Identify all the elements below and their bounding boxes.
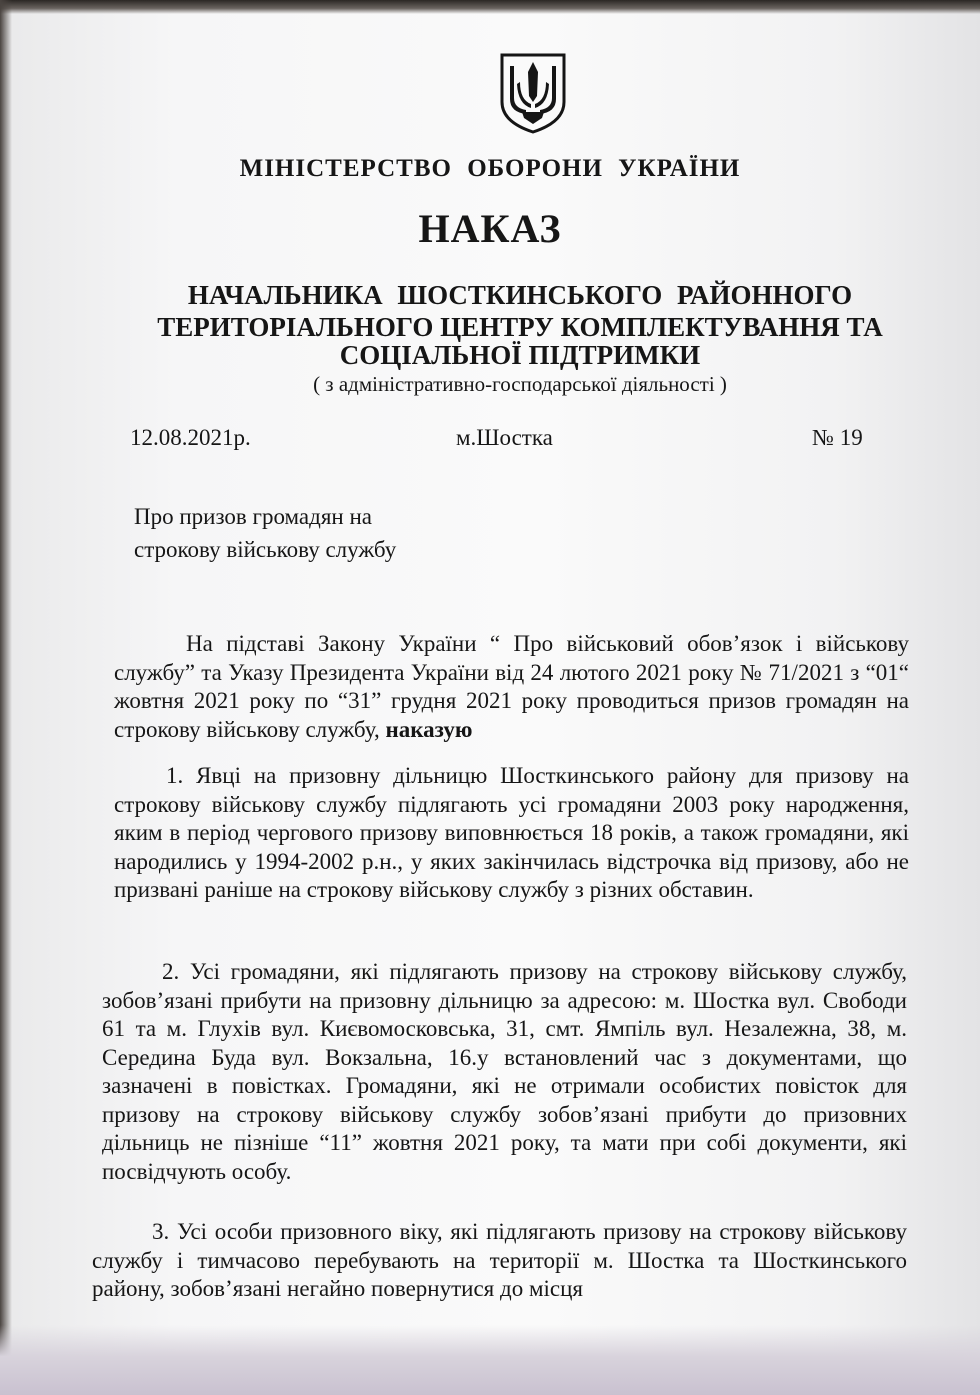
preamble-text: На підставі Закону України “ Про військовий обов’язок і військову службу” та Указу Президента України від 24 лютого 2021 року № 71/2021 з “01“ жовтня 2021 року по “31” грудня 2021 року проводиться призов громадян на строкову військову службу, bbox=[114, 631, 909, 742]
preamble-decree-word: наказую bbox=[385, 716, 473, 742]
issuer-line-2: ТЕРИТОРІАЛЬНОГО ЦЕНТРУ КОМПЛЕКТУВАННЯ ТА bbox=[157, 312, 883, 342]
order-paragraph-2: 2. Усі громадяни, які підлягають призову на строкову військову службу, зобов’язані прибути на призовну дільницю за адресою: м. Шостка вул. Свободи 61 та м. Глухів вул. Києвомосковська, 31, смт. Ямпіль вул. Незалежна, 38, м. Середина Буда вул. Вокзальна, 16.у встановлений час з документами, що зазначені в повістках. Громадяни, які не отримали особистих повісток для призову на строкову військову службу зобов’язані прибути до призовних дільниць не пізніше “11” жовтня 2021 року, та мати при собі документи, які посвідчують особу. bbox=[102, 959, 907, 1184]
ministry-name: МІНІСТЕРСТВО ОБОРОНИ УКРАЇНИ bbox=[239, 155, 741, 182]
subject-line-1: Про призов громадян на bbox=[134, 504, 372, 529]
order-date: 12.08.2021р. bbox=[130, 425, 251, 450]
page-bottom-tint bbox=[0, 1325, 980, 1395]
subject-line-2: строкову військову службу bbox=[134, 537, 397, 562]
issuer-line-1: НАЧАЛЬНИКА ШОСТКИНСЬКОГО РАЙОННОГО bbox=[187, 280, 853, 310]
order-subject bbox=[134, 500, 474, 566]
order-city: м.Шостка bbox=[456, 425, 553, 450]
order-paragraph-1: 1. Явці на призовну дільницю Шосткинського району для призову на строкову військову службу підлягають усі громадяни 2003 року народження, яким в період чергового призову виповнюється 18 років, а також громадяни, які народились у 1994-2002 р.н., у яких закінчилась відстрочка від призову, або не призвані раніше на строкову військову службу з різних обставин. bbox=[114, 763, 909, 902]
activity-subtitle: ( з адміністративно-господарської діяльності ) bbox=[313, 372, 727, 396]
document-title: НАКАЗ bbox=[418, 206, 562, 251]
preamble-paragraph bbox=[114, 630, 909, 744]
issuer-line-3: СОЦІАЛЬНОЇ ПІДТРИМКИ bbox=[339, 340, 701, 370]
trident-emblem-icon bbox=[498, 52, 568, 134]
order-number: № 19 bbox=[812, 425, 863, 450]
page-top-shadow bbox=[0, 0, 980, 14]
order-paragraph-3: 3. Усі особи призовного віку, які підлягають призову на строкову військову службу і тимчасово перебувають на території м. Шостка та Шосткинського району, зобов’язані негайно повернутися до місця bbox=[92, 1219, 907, 1301]
